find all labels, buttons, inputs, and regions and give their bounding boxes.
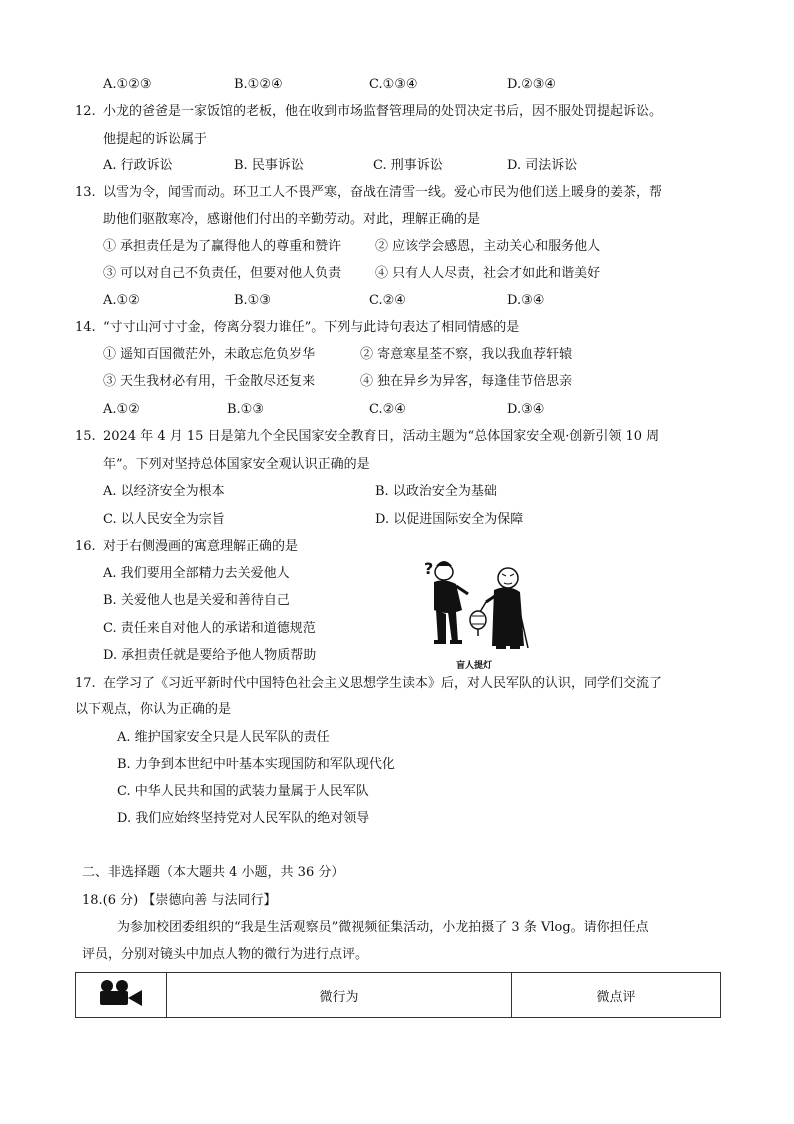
q14-item-2: ② 寄意寒星荃不察，我以我血荐轩辕	[360, 347, 573, 362]
q15-option-b: B. 以政治安全为基础	[375, 484, 497, 499]
q12-option-a: A. 行政诉讼	[103, 158, 173, 173]
q13-option-d: D.③④	[507, 293, 545, 308]
q17-option-b: B. 力争到本世纪中叶基本实现国防和军队现代化	[117, 757, 395, 772]
q12-number: 12.	[75, 104, 96, 119]
q13-stem-line2: 助他们驱散寒冷，感谢他们付出的辛勤劳动。对此，理解正确的是	[103, 212, 481, 227]
q16-option-d: D. 承担责任就是要给予他人物质帮助	[103, 648, 317, 663]
q18-header: 18.(6 分) 【崇德向善 与法同行】	[82, 893, 277, 908]
q13-item-3: ③ 可以对自己不负责任，但要对他人负责	[103, 266, 342, 281]
q17-option-a: A. 维护国家安全只是人民军队的责任	[117, 730, 330, 745]
video-camera-icon	[76, 973, 167, 1018]
table-header-micro-behavior: 微行为	[167, 973, 512, 1018]
q18-intro-line2: 评员，分别对镜头中加点人物的微行为进行点评。	[82, 947, 369, 962]
q13-option-c: C.②④	[369, 293, 406, 308]
q14-item-3: ③ 天生我材必有用，千金散尽还复来	[103, 374, 316, 389]
q15-option-d: D. 以促进国际安全为保障	[375, 512, 524, 527]
svg-text:?: ?	[424, 559, 434, 578]
q14-item-4: ④ 独在异乡为异客，每逢佳节倍思亲	[360, 374, 573, 389]
q17-number: 17.	[75, 676, 96, 691]
q12-option-b: B. 民事诉讼	[234, 158, 304, 173]
q16-option-a: A. 我们要用全部精力去关爱他人	[103, 566, 290, 581]
q15-stem-line1: 2024 年 4 月 15 日是第九个全民国家安全教育日，活动主题为“总体国家安全观·创新引领 10 周	[103, 429, 660, 444]
q11-option-c: C.①③④	[369, 77, 418, 92]
q17-stem-line2: 以下观点，你认为正确的是	[75, 702, 232, 717]
q12-option-c: C. 刑事诉讼	[373, 158, 443, 173]
q15-stem-line2: 年”。下列对坚持总体国家安全观认识正确的是	[103, 457, 370, 472]
vlog-table	[75, 972, 721, 1018]
q14-item-1: ① 遥知百国微茫外，未敢忘危负岁华	[103, 347, 316, 362]
q16-option-c: C. 责任来自对他人的承诺和道德规范	[103, 621, 316, 636]
q14-stem: “寸寸山河寸寸金，侉离分裂力谁任”。下列与此诗句表达了相同情感的是	[103, 320, 520, 335]
q11-option-a: A.①②③	[103, 77, 152, 92]
cartoon-caption: 盲人提灯	[455, 661, 493, 671]
q14-option-b: B.①③	[227, 402, 264, 417]
q14-number: 14.	[75, 320, 96, 335]
q15-number: 15.	[75, 429, 96, 444]
q11-option-d: D.②③④	[507, 77, 557, 92]
q15-option-a: A. 以经济安全为根本	[103, 484, 225, 499]
q12-option-d: D. 司法诉讼	[507, 158, 578, 173]
q12-stem-line2: 他提起的诉讼属于	[103, 132, 208, 147]
q13-item-2: ② 应该学会感恩，主动关心和服务他人	[375, 239, 601, 254]
q13-item-4: ④ 只有人人尽责，社会才如此和谐美好	[375, 266, 601, 281]
table-header-micro-comment: 微点评	[512, 973, 721, 1018]
q17-option-d: D. 我们应始终坚持党对人民军队的绝对领导	[117, 811, 370, 826]
q11-option-b: B.①②④	[234, 77, 283, 92]
q14-option-a: A.①②	[103, 402, 140, 417]
q13-item-1: ① 承担责任是为了赢得他人的尊重和赞许	[103, 239, 342, 254]
q14-option-c: C.②④	[369, 402, 406, 417]
q16-stem: 对于右侧漫画的寓意理解正确的是	[103, 539, 299, 554]
q13-number: 13.	[75, 185, 96, 200]
q17-stem-line1: 在学习了《习近平新时代中国特色社会主义思想学生读本》后，对人民军队的认识，同学们交流了	[103, 676, 663, 691]
q14-option-d: D.③④	[507, 402, 545, 417]
table-row	[76, 973, 721, 1018]
q12-stem-line1: 小龙的爸爸是一家饭馆的老板，他在收到市场监督管理局的处罚决定书后，因不服处罚提起诉讼。	[103, 104, 663, 119]
q15-option-c: C. 以人民安全为宗旨	[103, 512, 225, 527]
q16-option-b: B. 关爱他人也是关爱和善待自己	[103, 593, 290, 608]
q13-option-a: A.①②	[103, 293, 140, 308]
q13-stem-line1: 以雪为令，闻雪而动。环卫工人不畏严寒，奋战在清雪一线。爱心市民为他们送上暖身的姜茶，帮	[103, 185, 663, 200]
q13-option-b: B.①③	[234, 293, 271, 308]
q17-option-c: C. 中华人民共和国的武装力量属于人民军队	[117, 784, 369, 799]
q18-intro-line1: 为参加校团委组织的“我是生活观察员”微视频征集活动，小龙拍摄了 3 条 Vlog。请你担任点	[117, 920, 649, 935]
blind-man-lantern-cartoon	[416, 552, 532, 672]
q16-number: 16.	[75, 539, 96, 554]
section2-title: 二、非选择题（本大题共 4 小题，共 36 分）	[82, 865, 345, 880]
